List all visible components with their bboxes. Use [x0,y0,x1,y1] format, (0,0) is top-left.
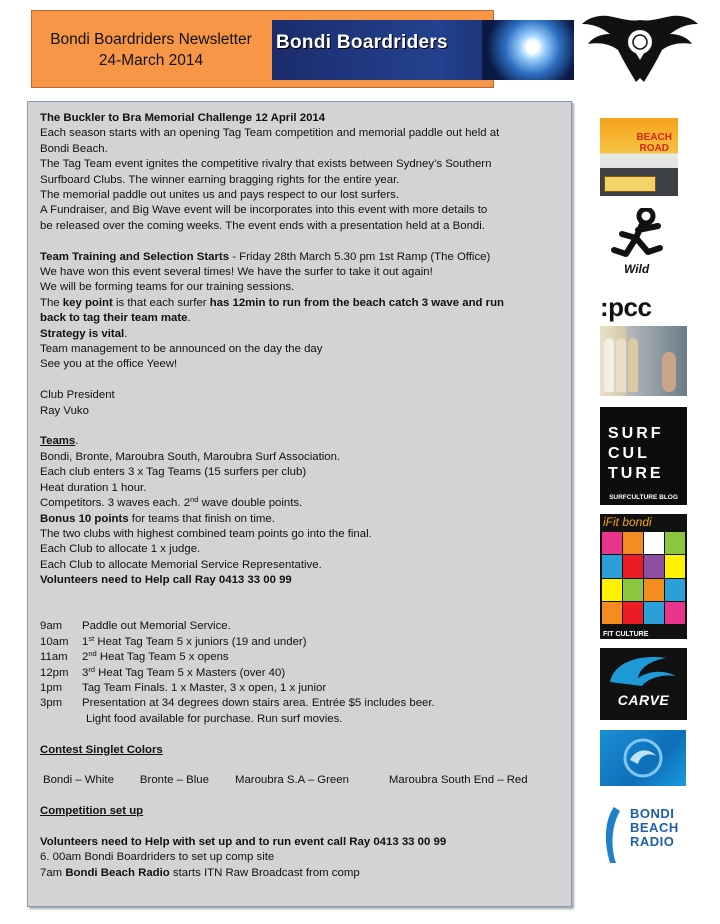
ifit-tile [644,602,664,624]
surfboard-shape [662,352,676,392]
schedule-time: 9am [40,620,63,633]
schedule-time: 11am [40,651,68,664]
ifit-tile [665,602,685,624]
ifit-tile-grid [602,532,685,624]
schedule-event [82,619,231,634]
schedule-time: 10am [40,635,69,648]
setup-radio-rest: starts ITN Raw Broadcast from comp [169,866,360,879]
training-heading-line [40,250,566,265]
beach-road-sponsor [600,118,678,196]
surfboard-shape [616,338,626,392]
ifit-tile [623,602,643,624]
ifit-tile [644,579,664,601]
schedule-event-rest: Heat Tag Team 5 x opens [96,651,229,664]
bus-shape [604,176,656,192]
radio-line: BONDI [630,806,675,821]
teams-heading: Teams [40,435,76,448]
schedule-time: 3pm [40,697,63,710]
ifit-tile [623,532,643,554]
intro-line: A Fundraiser, and Big Wave event will be incorporates into this event with more details to [40,204,488,217]
carve-wordmark: CARVE [617,692,670,708]
newsletter-name: Bondi Boardriders Newsletter [50,31,252,48]
newsletter-title [32,29,270,71]
intro-line: be released over the coming weeks. The event ends with a presentation held at a Bondi. [40,219,485,232]
schedule-row [40,650,566,665]
teams-heading-line [40,434,566,449]
schedule-event-rest: Heat Tag Team 5 x Masters (over 40) [95,666,286,679]
intro-line: The memorial paddle out unites us and pays respect to our lost surfers. [40,189,399,202]
schedule-time: 12pm [40,666,69,679]
bondi-boardriders-banner [272,20,574,80]
banner-logo-text: Bondi Boardriders [276,32,448,53]
schedule-event-rest: Heat Tag Team 5 x juniors (19 and under) [94,635,307,648]
ifit-tile [602,555,622,577]
radio-line: BEACH [630,820,679,835]
ifit-tile [602,602,622,624]
bonus-rest: for teams that finish on time. [128,512,275,525]
article-content [40,111,566,881]
teams-bonus-line [40,512,566,527]
surf-culture-word: SURF [608,425,664,442]
signoff-role: Club President [40,389,115,402]
teams-points-line [40,496,566,511]
pcc-sponsor-logo: :pcc [600,292,652,322]
schedule-time: 1pm [40,681,63,694]
singlet-color-item: Maroubra South End – Red [388,774,528,787]
key-point-rule: has 12min to run from the beach catch 3 wave and run [209,296,505,309]
teams-line: Each Club to allocate Memorial Service Representative. [40,558,322,571]
teams-clubs: Bondi, Bronte, Maroubra South, Maroubra Surf Association. [40,450,341,463]
schedule-row [40,681,566,696]
intro-line: The Tag Team event ignites the competitive rivalry that exists between Sydney’s Southern [40,158,492,171]
singlet-colors [40,773,566,788]
teams-line: The two clubs with highest combined team points go into the final. [40,527,372,540]
schedule-event-text: 1 [82,635,89,648]
radio-wordmark [630,807,679,849]
schedule-event-text: Paddle out Memorial Service. [82,620,231,633]
newsletter-date: 24-March 2014 [98,52,204,69]
training-line: We will be forming teams for our training sessions. [40,281,295,294]
teams-line: Each club enters 3 x Tag Teams (15 surfers per club) [40,466,307,479]
schedule-ordinal: st [88,633,95,643]
surf-culture-sponsor [600,407,687,505]
radio-wave-icon [600,803,630,867]
intro-line: Surfboard Clubs. The winner earning bragging rights for the entire year. [40,173,400,186]
surfboard-shape [604,338,614,392]
setup-heading: Competition set up [40,805,144,818]
eagle-emblem-icon [580,12,700,86]
key-point-line [40,296,566,311]
ifit-title: iFit bondi [603,515,652,529]
volunteers-call: Volunteers need to Help call Ray 0413 33 00 99 [40,574,292,587]
schedule-row [40,635,566,650]
singlet-heading: Contest Singlet Colors [40,743,163,756]
signoff-name: Ray Vuko [40,404,89,417]
ifit-tile [623,555,643,577]
points-pre: Competitors. 3 waves each. 2 [40,497,191,510]
surf-culture-word: TURE [608,465,664,482]
ifit-tile [665,555,685,577]
strategy-line [40,327,566,342]
schedule-event-text: 2 [82,651,89,664]
swirl-logo-icon [600,730,686,786]
schedule-event [82,650,229,665]
bonus-label: Bonus 10 points [40,512,129,525]
schedule-event [82,681,326,696]
schedule-event [82,635,307,650]
ifit-tile [644,555,664,577]
teams-line: Each Club to allocate 1 x judge. [40,543,201,556]
radio-name: Bondi Beach Radio [65,866,170,879]
wild-figure-icon [602,208,678,264]
schedule-event-text: Tag Team Finals. 1 x Master, 3 x open, 1 x junior [82,681,327,694]
schedule-event [82,666,285,681]
ifit-bondi-sponsor [600,514,687,639]
schedule-event [82,696,435,711]
singlet-color-item: Maroubra S.A – Green [234,774,349,787]
surfboard-shape [628,338,638,392]
ifit-tile [623,579,643,601]
beach-road-line1: BEACH [636,132,672,143]
schedule-row [40,619,566,634]
teams-heading-period: . [75,435,79,448]
training-line: See you at the office Yeew! [40,358,178,371]
ifit-tile [665,579,685,601]
setup-time: 7am [40,866,66,879]
schedule-event-text: 3 [82,666,89,679]
carve-sponsor [600,648,687,720]
wild-wordmark: Wild [624,262,650,276]
surfer-photo [482,20,574,80]
training-detail: - Friday 28th March 5.30 pm 1st Ramp (The Office) [229,250,491,263]
training-line: Team management to be announced on the day the day [40,343,323,356]
key-point-period: . [187,312,191,325]
key-point-rule-end: back to tag their team mate [40,312,188,325]
setup-line: 6. 00am Bondi Boardriders to set up comp site [40,851,275,864]
surf-culture-blog-label: SURFCULTURE BLOG [609,494,678,501]
surf-culture-word: CUL [608,445,650,462]
setup-radio-line [40,866,566,881]
carve-wave-icon [600,648,687,692]
schedule-ordinal: rd [88,664,96,674]
surfboard-shop-photo [600,326,687,396]
schedule-event-text: Presentation at 34 degrees down stairs area. Entrée $5 includes beer. [82,697,435,710]
wave-logo-sponsor [600,730,686,786]
wild-sponsor [602,208,678,280]
intro-line: Bondi Beach. [40,142,108,155]
article-headline: The Buckler to Bra Memorial Challenge 12 April 2014 [40,112,326,124]
ifit-tile [602,579,622,601]
ifit-tile [644,532,664,554]
singlet-color-item: Bronte – Blue [139,774,209,787]
schedule-ordinal: nd [88,649,97,659]
ifit-caption: FIT CULTURE [603,631,649,638]
schedule-note: Light food available for purchase. Run surf movies. [86,712,343,725]
ifit-tile [665,532,685,554]
intro-line: Each season starts with an opening Tag Team competition and memorial paddle out held at [40,127,500,140]
key-point-label: key point [62,296,113,309]
beach-road-logo [636,132,672,154]
key-point-mid: is that each surfer [112,296,210,309]
article-panel [27,101,572,907]
strategy-text: Strategy is vital [40,327,125,340]
points-post: wave double points. [198,497,303,510]
schedule-row [40,666,566,681]
training-title: Team Training and Selection Starts [40,250,230,263]
key-point-line-2 [40,311,566,326]
schedule-row [40,696,566,711]
setup-volunteers: Volunteers need to Help with set up and to run event call Ray 0413 33 00 99 [40,835,447,848]
ifit-tile [602,532,622,554]
bondi-beach-radio-sponsor [600,803,686,867]
points-sup: nd [190,495,199,505]
singlet-color-item: Bondi – White [43,774,114,787]
teams-line: Heat duration 1 hour. [40,481,147,494]
radio-line: RADIO [630,834,675,849]
training-line: We have won this event several times! We have the surfer to take it out again! [40,266,433,279]
strategy-period: . [124,327,128,340]
beach-road-line2: ROAD [639,143,669,154]
key-point-pre: The [40,296,63,309]
